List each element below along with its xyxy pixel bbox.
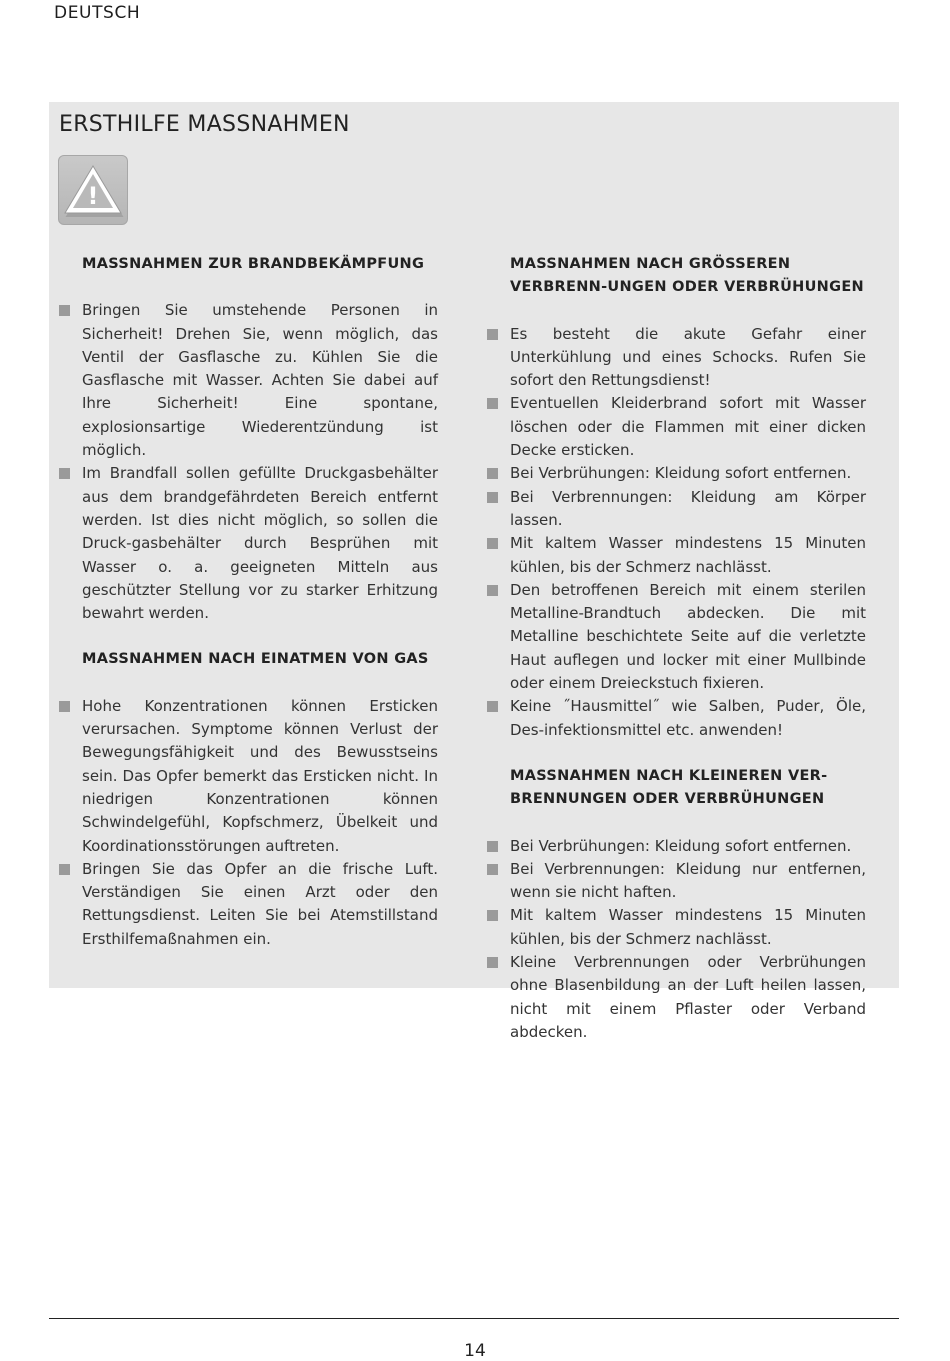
list-item — [58, 299, 438, 462]
list-item — [486, 835, 866, 858]
list-item — [58, 695, 438, 858]
warning-icon — [58, 155, 128, 225]
bullet-square-icon — [487, 492, 498, 503]
list-item — [58, 858, 438, 951]
bullet-square-icon — [487, 538, 498, 549]
list-item-text: Bei Verbrennungen: Kleidung am Körper lassen. — [510, 487, 866, 529]
section-heading-fire: MASSNAHMEN ZUR BRANDBEKÄMPFUNG — [82, 256, 425, 272]
bullet-square-icon — [487, 841, 498, 852]
list-item — [486, 323, 866, 393]
bullet-square-icon — [487, 329, 498, 340]
bullet-square-icon — [487, 957, 498, 968]
list-item — [486, 904, 866, 951]
list-item — [486, 951, 866, 1044]
list-item-text: Bei Verbrühungen: Kleidung sofort entfernen. — [510, 836, 852, 855]
list-item-text: Es besteht die akute Gefahr einer Unterkühlung und eines Schocks. Rufen Sie sofort den Rettungsdienst! — [510, 324, 866, 390]
gas-measures-list — [58, 695, 438, 951]
list-item — [486, 579, 866, 695]
list-item — [486, 392, 866, 462]
list-item-text: Den betroffenen Bereich mit einem sterilen Metalline-Brandtuch abdecken. Die mit Metalline beschichtete Seite auf die verletzte Haut auflegen und locker mit einer Mullbinde oder einem Dreieckstuch fixieren. — [510, 580, 866, 693]
list-item — [486, 858, 866, 905]
list-item-text: Bei Verbrennungen: Kleidung nur entfernen, wenn sie nicht haften. — [510, 859, 866, 902]
left-column — [58, 253, 438, 951]
section-heading-major-burns: MASSNAHMEN NACH GRÖSSEREN VERBRENN-UNGEN ODER VERBRÜHUNGEN — [510, 256, 864, 296]
fire-measures-list — [58, 299, 438, 625]
right-column — [486, 253, 866, 1044]
bullet-square-icon — [487, 468, 498, 479]
bullet-square-icon — [59, 468, 70, 479]
bullet-square-icon — [59, 864, 70, 875]
list-item-text: Mit kaltem Wasser mindestens 15 Minuten kühlen, bis der Schmerz nachlässt. — [510, 534, 866, 576]
warning-icon-symbol: ! — [87, 182, 99, 210]
section-heading-gas-inhalation: MASSNAHMEN NACH EINATMEN VON GAS — [82, 651, 429, 668]
list-item — [486, 695, 866, 742]
bullet-square-icon — [487, 398, 498, 409]
list-item-text: Im Brandfall sollen gefüllte Druckgasbehälter aus dem brandgefährdeten Bereich entfernt werden. Ist dies nicht möglich, so sollen die Druck-gasbehälter durch Besprühen mit Wasser o. a. geeigneten Mitteln aus geschützter Stellung vor zu starker Erhitzung bewahrt werden. — [82, 464, 438, 623]
language-label: DEUTSCH — [54, 3, 141, 23]
list-item-text: Eventuellen Kleiderbrand sofort mit Wasser löschen oder die Flammen mit einer dicken Decke ersticken. — [510, 394, 866, 460]
list-item — [486, 532, 866, 579]
list-item — [58, 462, 438, 625]
first-aid-panel — [49, 102, 899, 1041]
minor-burns-list — [486, 835, 866, 1045]
list-item-text: Bringen Sie das Opfer an die frische Luft. Verständigen Sie einen Arzt oder den Rettungsdienst. Leiten Sie bei Atemstillstand Ersthilfemaßnahmen ein. — [82, 859, 438, 948]
bullet-square-icon — [487, 864, 498, 875]
list-item-text: Hohe Konzentrationen können Ersticken verursachen. Symptome können Verlust der Bewegungsfähigkeit und des Bewusstseins sein. Das Opfer bemerkt das Ersticken nicht. In niedrigen Konzentrationen können Schwindelgefühl, Kopfschmerz, Übelkeit und Koordinationsstörungen auftreten. — [82, 696, 438, 855]
list-item — [486, 462, 866, 485]
bullet-square-icon — [487, 585, 498, 596]
footer-divider — [49, 1318, 899, 1319]
list-item-text: Bringen Sie umstehende Personen in Sicherheit! Drehen Sie, wenn möglich, das Ventil der Gasflasche zu. Kühlen Sie die Gasflasche mit Wasser. Achten Sie dabei auf Ihre Sicherheit! Eine spontane, explosionsartige Wiederentzündung ist möglich. — [82, 301, 438, 460]
bullet-square-icon — [487, 910, 498, 921]
list-item-text: Mit kaltem Wasser mindestens 15 Minuten kühlen, bis der Schmerz nachlässt. — [510, 906, 866, 948]
list-item-text: Kleine Verbrennungen oder Verbrühungen ohne Blasenbildung an der Luft heilen lassen, nicht mit einem Pflaster oder Verband abdecken. — [510, 953, 866, 1041]
major-burns-list — [486, 323, 866, 742]
page-number: 14 — [464, 1341, 486, 1361]
list-item-text: Bei Verbrühungen: Kleidung sofort entfernen. — [510, 464, 852, 483]
bullet-square-icon — [59, 701, 70, 712]
bullet-square-icon — [59, 305, 70, 316]
list-item — [486, 486, 866, 533]
list-item-text: Keine ˝Hausmittel˝ wie Salben, Puder, Öle, Des-infektionsmittel etc. anwenden! — [510, 697, 866, 739]
bullet-square-icon — [487, 701, 498, 712]
section-heading-minor-burns: MASSNAHMEN NACH KLEINEREN VER-BRENNUNGEN ODER VERBRÜHUNGEN — [510, 767, 828, 808]
panel-title: ERSTHILFE MASSNAHMEN — [59, 112, 350, 137]
